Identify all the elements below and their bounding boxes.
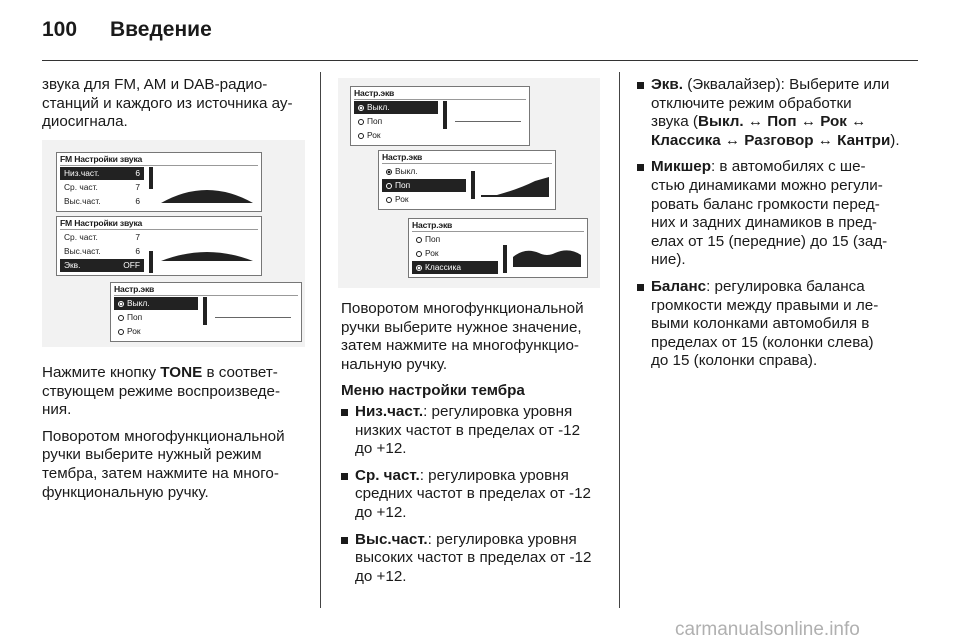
eq-flat-line — [215, 317, 291, 318]
radio-icon — [118, 301, 124, 307]
column-1-lower — [42, 364, 317, 510]
bullet-balance: Баланс: регулировка баланса громкости между правыми и ле- выми колонками автомобиля в пределах от 15 (колонки слева) до 15 (колонки справа). — [637, 278, 915, 371]
bullet-mid: Ср. част.: регулировка уровня средних частот в пределах от -12 до +12. — [341, 467, 613, 523]
menu-row: Поп — [114, 311, 198, 324]
menu-row: Рок — [354, 129, 438, 142]
eq-curve-graph — [479, 169, 551, 203]
screen-title: FM Настройки звука — [60, 218, 143, 228]
menu-row: Ср. част. 7 — [64, 182, 140, 192]
menu-row: Поп — [382, 179, 466, 192]
screen-title: Настр.экв — [412, 220, 453, 230]
column-divider-1 — [320, 72, 321, 608]
radio-icon — [416, 251, 422, 257]
scrollbar — [443, 101, 447, 129]
scrollbar — [471, 171, 475, 199]
radio-icon — [118, 315, 124, 321]
para-tone: Нажмите кнопку TONE в соответ- ствующем режиме воспроизведе- ния. — [42, 364, 281, 419]
page-header — [42, 14, 917, 62]
radio-icon — [386, 183, 392, 189]
menu-row: Рок — [382, 193, 466, 206]
screen-eq-settings — [110, 282, 302, 342]
menu-row: Выкл. — [354, 101, 438, 114]
radio-icon — [416, 237, 422, 243]
column-divider-2 — [619, 72, 620, 608]
screen-title: Настр.экв — [114, 284, 155, 294]
column-3 — [637, 76, 915, 379]
section-heading-tone-menu: Меню настройки тембра — [341, 382, 525, 400]
tone-key: TONE — [160, 364, 203, 381]
screen-eq-settings-1 — [350, 86, 530, 146]
bullet-bass: Низ.част.: регулировка уровня низких частот в пределах от -12 до +12. — [341, 403, 613, 459]
eq-curve-graph — [511, 235, 583, 271]
header-rule — [42, 60, 918, 61]
screen-title: Настр.экв — [354, 88, 395, 98]
radio-icon — [416, 265, 422, 271]
para-rotate-value: Поворотом многофункциональной ручки выберите нужное значение, затем нажмите на многофункцио- нальную ручку. — [341, 300, 584, 373]
figure-eq-settings — [338, 78, 600, 288]
para-rotate-mode: Поворотом многофункциональной ручки выберите нужный режим тембра, затем нажмите на много- функциональную ручку. — [42, 427, 285, 501]
screen-title: FM Настройки звука — [60, 154, 143, 164]
menu-row: Низ.част. 6 — [60, 167, 144, 180]
radio-icon — [358, 133, 364, 139]
screen-fm-sound-settings-1 — [56, 152, 262, 212]
menu-row: Поп — [412, 233, 498, 246]
menu-row: Ср. част. 7 — [64, 232, 140, 242]
menu-row: Выс.част. 6 — [64, 196, 140, 206]
eq-flat-line — [455, 121, 521, 122]
menu-row: Выкл. — [382, 165, 466, 178]
menu-row: Выс.част. 6 — [64, 246, 140, 256]
column-2 — [341, 300, 613, 594]
eq-curve-graph — [157, 231, 257, 271]
bullet-treble: Выс.част.: регулировка уровня высоких частот в пределах от -12 до +12. — [341, 531, 613, 587]
menu-row: Классика — [412, 261, 498, 274]
scrollbar — [149, 167, 153, 189]
figure-sound-settings — [42, 140, 305, 347]
menu-row: Рок — [114, 325, 198, 338]
radio-icon — [118, 329, 124, 335]
column-1 — [42, 76, 312, 140]
radio-icon — [386, 169, 392, 175]
page-number: 100 — [42, 18, 78, 41]
bullet-mixer: Микшер: в автомобилях с ше- стью динамиками можно регули- ровать баланс громкости перед- них и задних динамиков в пред- елах от 15 (передние) до 15 (зад- ние). — [637, 158, 915, 270]
bullet-equalizer: Экв. (Эквалайзер): Выберите или отключите режим обработки звука (Выкл. ↔ Поп ↔ Рок ↔ Классика ↔ Разговор ↔ Кантри). — [637, 76, 915, 150]
screen-eq-settings-2 — [378, 150, 556, 210]
menu-row: Рок — [412, 247, 498, 260]
scrollbar — [149, 251, 153, 273]
radio-icon — [358, 119, 364, 125]
radio-icon — [386, 197, 392, 203]
page-title: Введение — [110, 18, 212, 41]
scrollbar — [503, 245, 507, 273]
footer-watermark: carmanualsonline.info — [675, 619, 860, 640]
menu-row: Экв. OFF — [60, 259, 144, 272]
radio-icon — [358, 105, 364, 111]
screen-title: Настр.экв — [382, 152, 423, 162]
eq-curve-graph — [157, 167, 257, 207]
para-intro: звука для FM, AM и DAB-радио- станций и каждого из источника ау- диосигнала. — [42, 76, 293, 131]
menu-row: Поп — [354, 115, 438, 128]
screen-fm-sound-settings-2 — [56, 216, 262, 276]
menu-row: Выкл. — [114, 297, 198, 310]
screen-eq-settings-3 — [408, 218, 588, 278]
scrollbar — [203, 297, 207, 325]
